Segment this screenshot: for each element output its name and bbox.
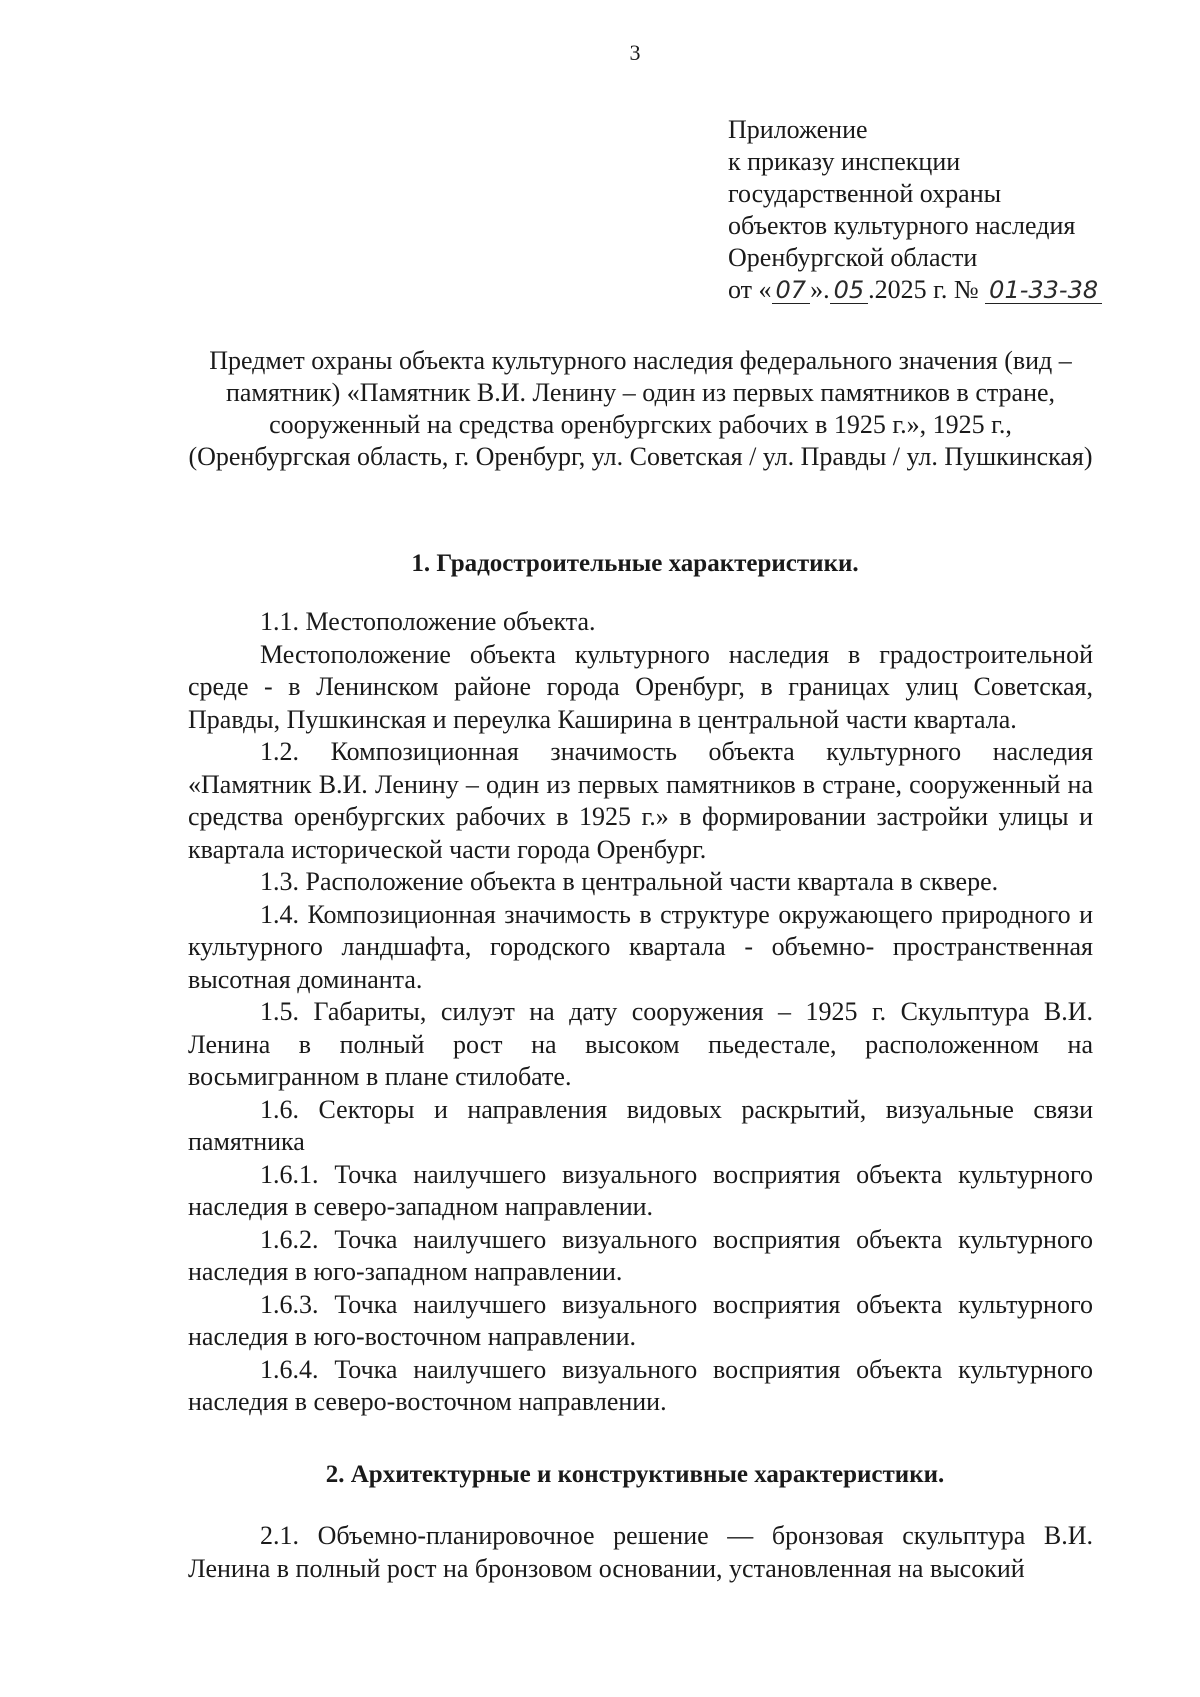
paragraph: 1.6.3. Точка наилучшего визуального восприятия объекта культурного наследия в юго-восточном направлении.: [188, 1289, 1093, 1351]
paragraph: 1.2. Композиционная значимость объекта культурного наследия «Памятник В.И. Ленину – один из первых памятников в стране, сооруженный на средства оренбургских рабочих в 1925 г.» в формировании застройки улицы и квартала исторической части города Оренбург.: [188, 737, 1093, 864]
handwritten-day: 07: [772, 277, 811, 304]
section-body: [188, 606, 1093, 1419]
appendix-date-line: [728, 274, 1102, 306]
paragraph: 1.1. Местоположение объекта.: [260, 607, 596, 636]
page-number: 3: [629, 40, 641, 65]
appendix-line: государственной охраны: [728, 179, 1002, 208]
date-separator: ».: [810, 275, 830, 304]
paragraph: 1.4. Композиционная значимость в структуре окружающего природного и культурного ландшафта, городского квартала - объемно- пространственная высотная доминанта.: [188, 899, 1093, 994]
date-year: .2025 г. №: [868, 275, 979, 304]
paragraph: Местоположение объекта культурного наследия в градостроительной среде - в Ленинском районе города Оренбург, в границах улиц Советская, Правды, Пушкинская и переулка Каширина в центральной части квартала.: [188, 639, 1093, 734]
document-title: Предмет охраны объекта культурного наследия федерального значения (вид – памятник) «Памятник В.И. Ленину – один из первых памятников в стране, сооруженный на средства оренбургских рабочих в 1925 г.», 1925 г., (Оренбургская область, г. Оренбург, ул. Советская / ул. Правды / ул. Пушкинская): [188, 346, 1093, 471]
section-body: [188, 1520, 1093, 1585]
paragraph: 1.6.2. Точка наилучшего визуального восприятия объекта культурного наследия в юго-западном направлении.: [188, 1224, 1093, 1286]
handwritten-order-number: 01-33-38: [985, 277, 1102, 304]
section-heading: 1. Градостроительные характеристики.: [411, 550, 859, 577]
section-heading: 2. Архитектурные и конструктивные характеристики.: [325, 1461, 945, 1488]
paragraph: 1.3. Расположение объекта в центральной части квартала в сквере.: [260, 867, 999, 896]
appendix-line: к приказу инспекции: [728, 147, 961, 176]
paragraph: 1.6.1. Точка наилучшего визуального восприятия объекта культурного наследия в северо-западном направлении.: [188, 1159, 1093, 1221]
date-prefix: от «: [728, 275, 772, 304]
appendix-block: [728, 114, 1102, 306]
paragraph: 1.6. Секторы и направления видовых раскрытий, визуальные связи памятника: [188, 1094, 1093, 1156]
appendix-line: Оренбургской области: [728, 243, 978, 272]
paragraph: 1.6.4. Точка наилучшего визуального восприятия объекта культурного наследия в северо-восточном направлении.: [188, 1354, 1093, 1416]
paragraph: 2.1. Объемно-планировочное решение — бронзовая скульптура В.И. Ленина в полный рост на бронзовом основании, установленная на высокий: [188, 1521, 1093, 1583]
paragraph: 1.5. Габариты, силуэт на дату сооружения – 1925 г. Скульптура В.И. Ленина в полный рост на высоком пьедестале, расположенном на восьмигранном в плане стилобате.: [188, 997, 1093, 1091]
appendix-line: Приложение: [728, 115, 868, 144]
appendix-line: объектов культурного наследия: [728, 211, 1076, 240]
handwritten-month: 05: [830, 277, 869, 304]
